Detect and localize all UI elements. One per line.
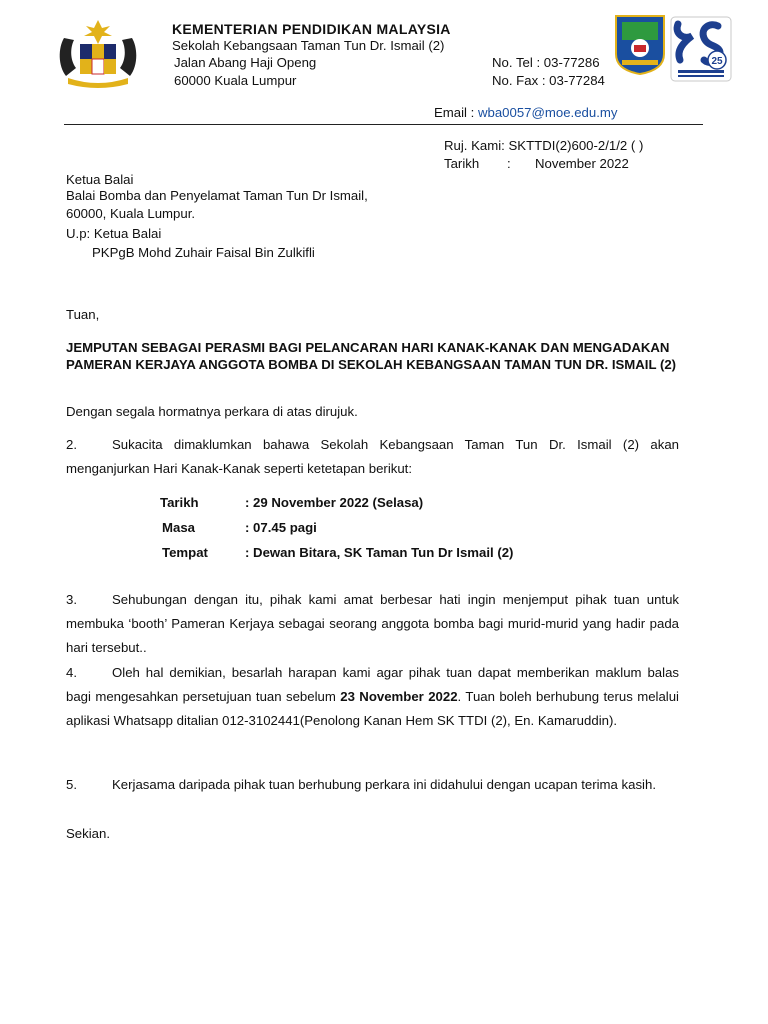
school-name: Sekolah Kebangsaan Taman Tun Dr. Ismail (2) xyxy=(172,38,445,53)
letterhead-divider xyxy=(64,124,703,125)
address-line-1: Jalan Abang Haji Openg xyxy=(174,55,317,70)
email-link[interactable]: wba0057@moe.edu.my xyxy=(477,105,618,120)
paragraph-4-number: 4. xyxy=(66,665,77,680)
recipient-line-2: Balai Bomba dan Penyelamat Taman Tun Dr Ismail, xyxy=(66,188,368,203)
paragraph-5-number: 5. xyxy=(66,777,77,792)
recipient-line-1: Ketua Balai xyxy=(66,172,134,187)
date-label: Tarikh xyxy=(444,156,480,171)
paragraph-2 xyxy=(66,433,679,481)
recipient-attention-name: PKPgB Mohd Zuhair Faisal Bin Zulkifli xyxy=(92,245,315,260)
detail-value-time: : 07.45 pagi xyxy=(245,520,317,535)
paragraph-4-text-after: . Tuan boleh berhubung terus melalui aplikasi Whatsapp ditalian 012-3102441(Penolong Kanan Hem SK TTDI (2), En. Kamaruddin). xyxy=(66,689,679,728)
email-line xyxy=(434,105,617,120)
paragraph-5 xyxy=(66,773,679,797)
recipient-line-3: 60000, Kuala Lumpur. xyxy=(66,206,196,221)
closing: Sekian. xyxy=(66,826,110,841)
paragraph-4 xyxy=(66,661,679,733)
reply-deadline-date: 23 November 2022 xyxy=(340,689,458,704)
detail-label-date: Tarikh xyxy=(160,495,199,510)
detail-label-time: Masa xyxy=(162,520,195,535)
fax-number: No. Fax : 03-77284 xyxy=(492,73,605,88)
telephone-number: No. Tel : 03-77286 xyxy=(492,55,600,70)
school-emblem-logo xyxy=(614,14,666,76)
recipient-attention: U.p: Ketua Balai xyxy=(66,226,162,241)
date-value: November 2022 xyxy=(535,156,629,171)
intro-line: Dengan segala hormatnya perkara di atas dirujuk. xyxy=(66,404,358,419)
detail-value-venue: : Dewan Bitara, SK Taman Tun Dr Ismail (2) xyxy=(245,545,514,560)
paragraph-5-text: Kerjasama daripada pihak tuan berhubung perkara ini didahului dengan ucapan terima kasih. xyxy=(112,777,656,792)
detail-label-venue: Tempat xyxy=(162,545,208,560)
paragraph-4-text-before: Oleh hal demikian, besarlah harapan kami agar pihak tuan dapat memberikan maklum balas bagi mengesahkan persetujuan tuan sebelum xyxy=(66,665,679,704)
salutation: Tuan, xyxy=(66,307,100,322)
detail-value-date: : 29 November 2022 (Selasa) xyxy=(245,495,424,510)
reference-number: Ruj. Kami: SKTTDI(2)600-2/1/2 ( ) xyxy=(444,138,644,153)
logo-badge-text: 25 xyxy=(711,56,723,67)
paragraph-2-text: Sukacita dimaklumkan bahawa Sekolah Kebangsaan Taman Tun Dr. Ismail (2) akan menganjurkan Hari Kanak-Kanak seperti ketetapan berikut: xyxy=(66,437,679,476)
ministry-name: KEMENTERIAN PENDIDIKAN MALAYSIA xyxy=(172,21,451,37)
email-label: Email : xyxy=(434,105,478,120)
malaysia-coat-of-arms-logo xyxy=(56,18,140,88)
anniversary-25-logo xyxy=(670,16,732,82)
date-separator: : xyxy=(507,156,511,171)
paragraph-2-number: 2. xyxy=(66,437,77,452)
letter-subject: JEMPUTAN SEBAGAI PERASMI BAGI PELANCARAN HARI KANAK-KANAK DAN MENGADAKAN PAMERAN KERJAYA ANGGOTA BOMBA DI SEKOLAH KEBANGSAAN TAMAN TUN DR. ISMAIL (2) xyxy=(66,340,677,372)
paragraph-3-text: Sehubungan dengan itu, pihak kami amat berbesar hati ingin menjemput pihak tuan untuk membuka ‘booth’ Pameran Kerjaya sebagai seorang anggota bomba bagi murid-murid yang hadir pada hari tersebut.. xyxy=(66,592,679,655)
paragraph-3 xyxy=(66,588,679,660)
paragraph-3-number: 3. xyxy=(66,592,77,607)
address-line-2: 60000 Kuala Lumpur xyxy=(174,73,297,88)
